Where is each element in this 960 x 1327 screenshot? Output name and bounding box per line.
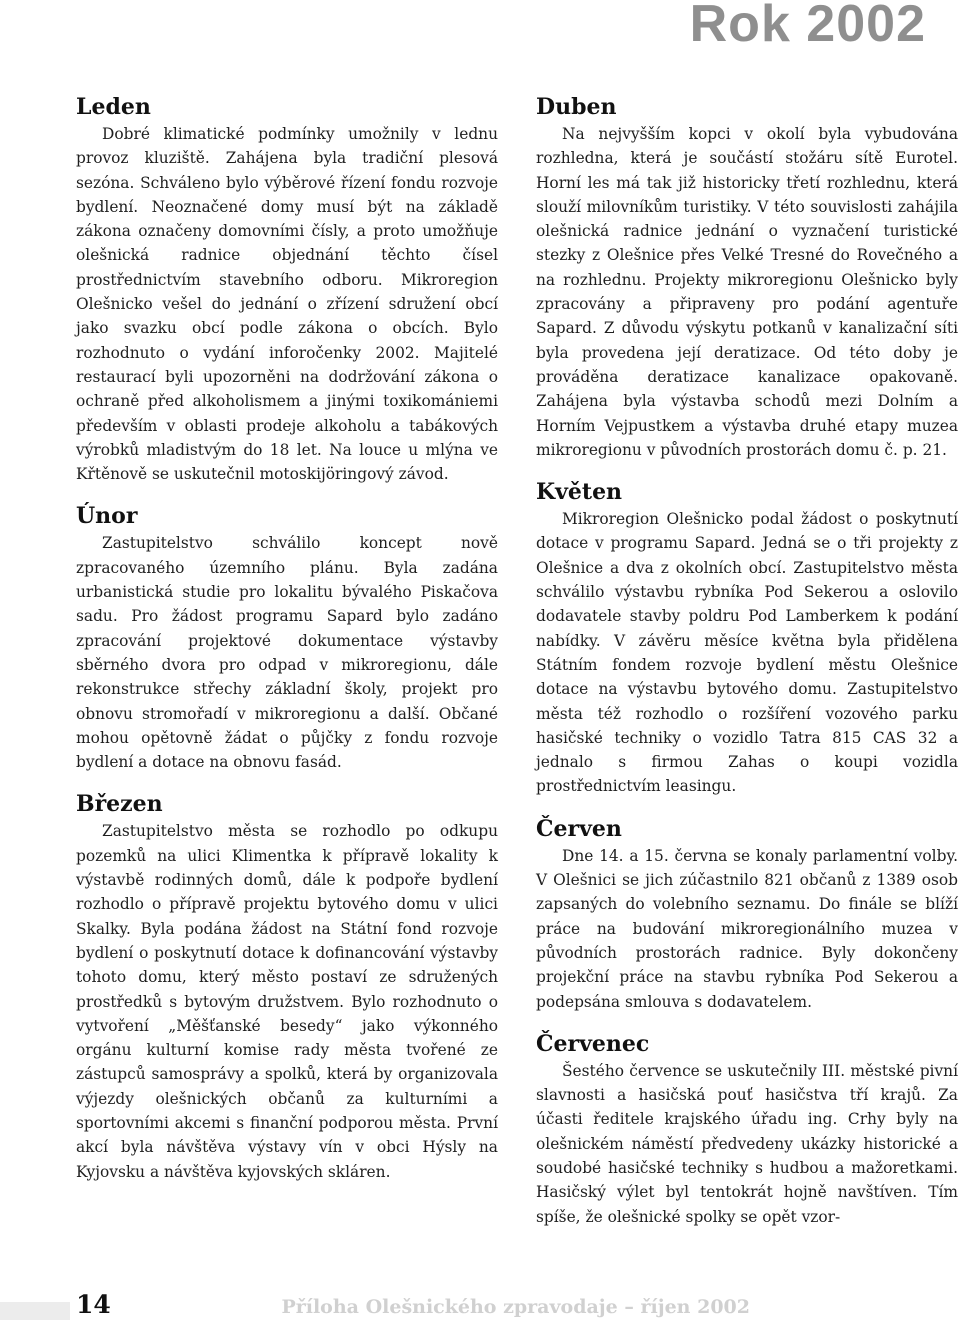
right-column <box>536 93 958 1229</box>
section-brezen <box>76 790 498 1183</box>
month-heading: Leden <box>76 94 151 120</box>
left-column <box>76 93 498 1184</box>
month-paragraph: Šestého července se uskutečnily III. městské pivní slavnosti a hasičská pouť hasičstva tří krajů. Za účasti ředitele krajského úřadu ing. Crhy byly na olešnickém náměstí předvedeny ukázky historické a soudobé hasičské techniky s hudbou a mažoretkami. Hasičský výlet byl tentokrát hojně navštíven. Tím spíše, že olešnické spolky se opět vzor- <box>536 1061 958 1226</box>
footer-band <box>0 1302 70 1320</box>
month-paragraph: Mikroregion Olešnicko podal žádost o poskytnutí dotace v programu Sapard. Jedná se o tři projekty z Olešnice a dva z okolních obcí. Zastupitelstvo města schválilo výstavbu rybníka Pod Sekerou a oslovilo dodavatele stavby poldru Pod Lamberkem k podání nabídky. V závěru měsíce května byla přidělena Státním fondem rozvoje bydlení městu Olešnice dotace na výstavbu bytového domu. Zastupitelstvo města též rozhodlo o rozšíření vozového parku hasičské techniky o vozidlo Tatra 815 CAS 32 a jednalo s firmou Zahas o koupi vozidla prostřednictvím leasingu. <box>536 510 958 796</box>
section-unor <box>76 502 498 774</box>
month-paragraph: Zastupitelstvo města se rozhodlo po odkupu pozemků na ulici Klimentka k přípravě lokality k výstavbě rodinných domů, dále k podpoře bydlení rozhodlo o přípravě projektu bytového domu v ulici Skalky. Byla podána žádost na Státní fond rozvoje bydlení o poskytnutí dotace k dofinancování výstavby tohoto domu, který město postaví ze sdružených prostředků s bytovým družstvem. Bylo rozhodnuto o vytvoření „Měšťanské besedy“ jako výkonného orgánu kulturní komise rady města tvořené ze zástupců samosprávy a spolků, která by organizovala výjezdy olešnických občanů za kulturními a sportovními akcemi s finanční podporou města. První akcí byla návštěva výstavy vín v obci Hýsly na Kyjovsku a návštěva kyjovských skláren. <box>76 822 498 1181</box>
section-cervenec <box>536 1030 958 1229</box>
month-heading: Květen <box>536 479 623 506</box>
page-footer <box>0 1290 960 1327</box>
month-paragraph: Dobré klimatické podmínky umožnily v lednu provoz kluziště. Zahájena byla tradiční plesová sezóna. Schváleno bylo výběrové řízení fondu rozvoje bydlení. Neoznačené domy musí být na základě zákona označeny domovními čísly, a proto umožňuje olešnická radnice objednání těchto čísel prostřednictvím stavebního odboru. Mikroregion Olešnicko vešel do jednání o zřízení sdružení obcí jako svazku obcí podle zákona o obcích. Bylo rozhodnuto o vydání inforočenky 2002. Majitelé restaurací byli upozorněni na dodržování zákona o ochraně před alkoholismem a jinými toxikomániemi především v oblasti prodeje alkoholu a tabákových výrobků mladistvým do 18 let. Na louce u mlýna ve Křtěnově se uskutečnil motoskijöringový závod. <box>76 125 498 484</box>
month-paragraph: Na nejvyšším kopci v okolí byla vybudována rozhledna, která je součástí stožáru sítě Eurotel. Horní les má tak již historicky třetí rozhlednu, která slouží milovníkům turistiky. V této souvislosti zahájila olešnická radnice jednání o vyznačení turistické stezky z Olešnice přes Velké Tresné do Rovečného a na rozhlednu. Projekty mikroregionu Olešnicko byly zpracovány a připraveny pro podání agentuře Sapard. Z důvodu výskytu potkanů v kanalizační síti byla provedena její deratizace. Od této doby je prováděna deratizace kanalizace opakovaně. Zahájena byla výstavba schodů mezi Dolním a Horním Vejpustkem a výstavba druhé etapy muzea mikroregionu v původních prostorách domu č. p. 21. <box>536 125 958 459</box>
page-number: 14 <box>76 1290 111 1319</box>
month-paragraph: Zastupitelstvo schválilo koncept nově zpracovaného územního plánu. Byla zadána urbanistická studie pro lokalitu bývalého Piskačova sadu. Pro žádost programu Sapard bylo zadáno zpracování projektové dokumentace výstavby sběrného dvora pro odpad v mikroregionu, dále rekonstrukce střechy základní školy, projekt pro obnovu stromořadí v mikroregionu a další. Občané mohou opětovně žádat o půjčky z fondu rozvoje bydlení a dotace na obnovu fasád. <box>76 534 498 772</box>
section-kveten <box>536 478 958 799</box>
page-title: Rok 2002 <box>689 0 926 53</box>
month-heading: Březen <box>76 791 163 818</box>
section-leden <box>76 93 498 486</box>
month-heading: Červenec <box>536 1030 650 1057</box>
month-paragraph: Dne 14. a 15. června se konaly parlamentní volby. V Olešnici se jich zúčastnilo 821 občanů z 1389 osob zapsaných do volebního seznamu. Do finále se blíží práce na budování mikroregionálního muzea v původních prostorách radnice. Byly dokončeny projekční práce na stavbu rybníka Pod Sekerou a podepsána smlouva s dodavatelem. <box>536 846 958 1011</box>
section-duben <box>536 93 958 462</box>
section-cerven <box>536 815 958 1014</box>
month-heading: Červen <box>536 815 622 842</box>
month-heading: Duben <box>536 94 617 120</box>
footer-publication-title: Příloha Olešnického zpravodaje – říjen 2002 <box>281 1296 750 1318</box>
month-heading: Únor <box>76 503 138 530</box>
